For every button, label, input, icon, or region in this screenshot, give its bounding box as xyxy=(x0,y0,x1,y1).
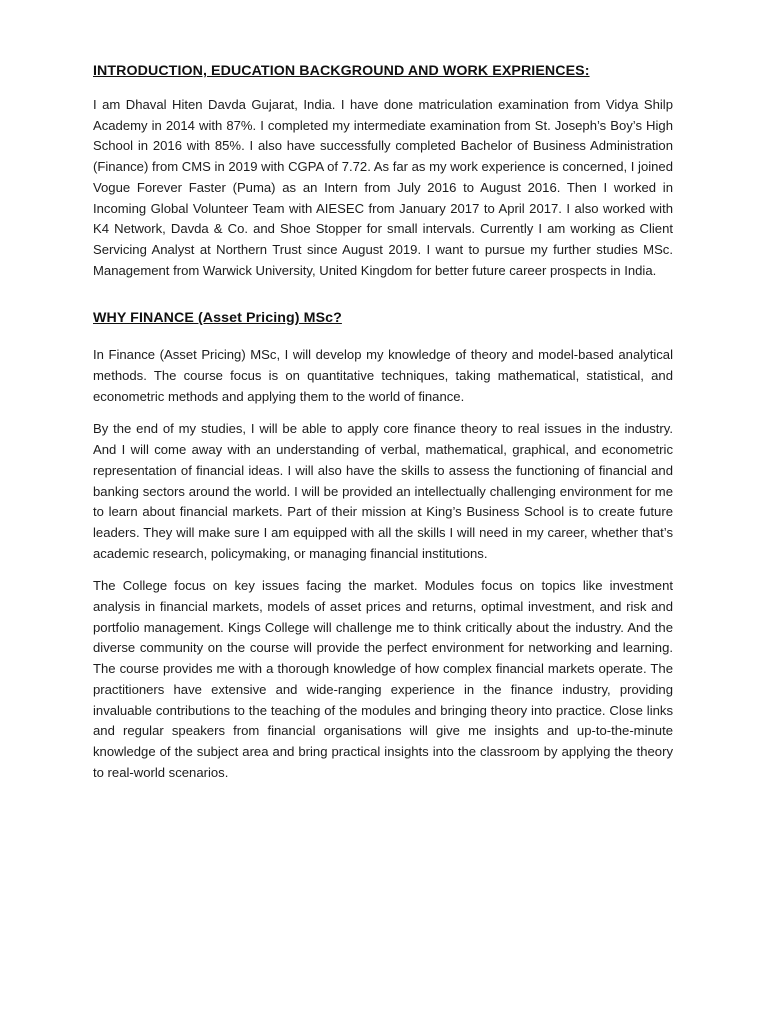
intro-section xyxy=(93,60,673,281)
document-page xyxy=(93,60,673,783)
why-finance-paragraph-1: In Finance (Asset Pricing) MSc, I will develop my knowledge of theory and model-based analytical methods. The course focus is on quantitative techniques, taking mathematical, statistical, and econometric methods and applying them to the world of finance. xyxy=(93,347,673,404)
why-finance-heading: WHY FINANCE (Asset Pricing) MSc? xyxy=(93,310,342,327)
why-finance-paragraph-3: The College focus on key issues facing the market. Modules focus on topics like investment analysis in financial markets, models of asset prices and returns, optimal investment, and risk and portfolio management. Kings College will challenge me to think critically about the industry. And the diverse community on the course will provide the perfect environment for networking and learning. The course provides me with a thorough knowledge of how complex financial markets operate. The practitioners have extensive and wide-ranging experience in the finance industry, providing invaluable contributions to the teaching of the modules and bringing theory into practice. Close links and regular speakers from financial organisations will give me insights and up-to-the-minute knowledge of the subject area and bring practical insights into the classroom by applying the theory to real-world scenarios. xyxy=(93,578,673,780)
why-finance-paragraph-2: By the end of my studies, I will be able to apply core finance theory to real issues in the industry. And I will come away with an understanding of verbal, mathematical, graphical, and econometric representation of financial ideas. I will also have the skills to assess the functioning of financial and banking sectors around the world. I will be provided an intellectually challenging environment for me to learn about financial markets. Part of their mission at King’s Business School is to create future leaders. They will make sure I am equipped with all the skills I will need in my career, whether that’s academic research, policymaking, or managing financial institutions. xyxy=(93,421,673,561)
intro-heading: INTRODUCTION, EDUCATION BACKGROUND AND WORK EXPRIENCES: xyxy=(93,63,590,79)
why-finance-section xyxy=(93,307,673,783)
intro-paragraph: I am Dhaval Hiten Davda Gujarat, India. I have done matriculation examination from Vidya Shilp Academy in 2014 with 87%. I completed my intermediate examination from St. Joseph’s Boy’s High School in 2016 with 85%. I also have successfully completed Bachelor of Business Administration (Finance) from CMS in 2019 with CGPA of 7.72. As far as my work experience is concerned, I joined Vogue Forever Faster (Puma) as an Intern from July 2016 to August 2016. Then I worked in Incoming Global Volunteer Team with AIESEC from January 2017 to April 2017. I also worked with K4 Network, Davda & Co. and Shoe Stopper for small intervals. Currently I am working as Client Servicing Analyst at Northern Trust since August 2019. I want to pursue my further studies MSc. Management from Warwick University, United Kingdom for better future career prospects in India. xyxy=(93,97,673,278)
